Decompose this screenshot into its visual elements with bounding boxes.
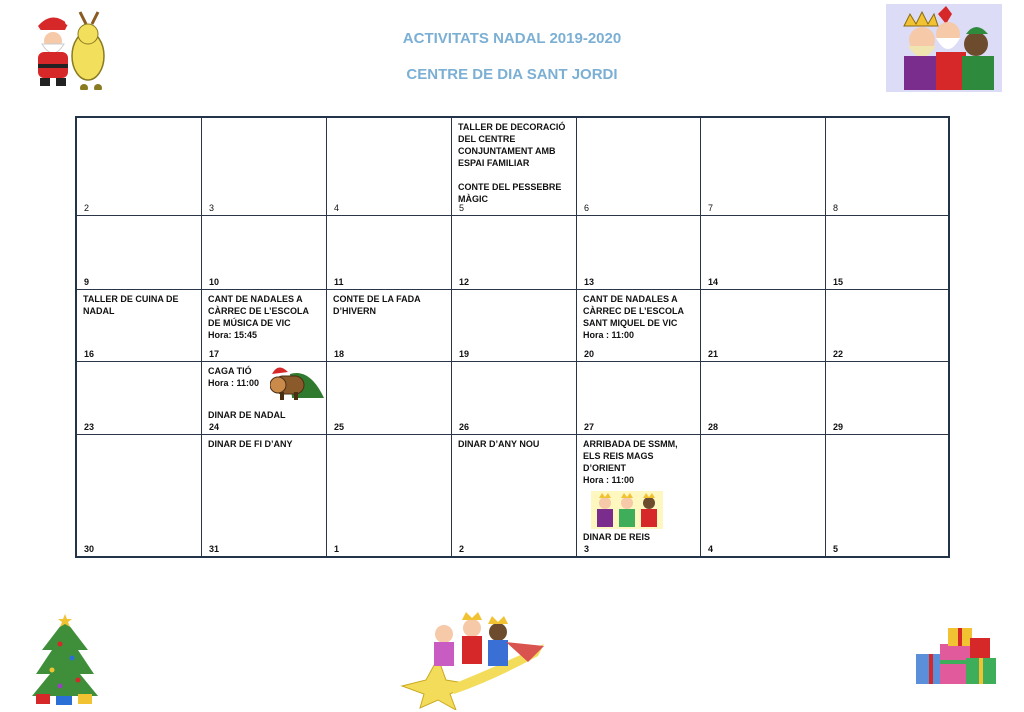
day-number: 31 bbox=[209, 544, 220, 554]
day-number: 11 bbox=[334, 277, 344, 287]
activities-calendar bbox=[75, 116, 950, 558]
activity-text bbox=[458, 438, 572, 450]
day-number: 14 bbox=[708, 277, 719, 287]
day-number: 18 bbox=[334, 349, 345, 359]
calendar-cell bbox=[327, 435, 452, 556]
day-number: 6 bbox=[584, 203, 590, 213]
day-number: 9 bbox=[84, 277, 90, 287]
calendar-cell bbox=[77, 216, 202, 290]
calendar-cell bbox=[77, 290, 202, 362]
activity-title: CAGA TIÓ bbox=[208, 366, 252, 376]
day-number: 30 bbox=[84, 544, 95, 554]
calendar-cell bbox=[701, 290, 826, 362]
calendar-cell bbox=[77, 362, 202, 435]
day-number: 22 bbox=[833, 349, 844, 359]
calendar-cell bbox=[202, 362, 327, 435]
day-number: 3 bbox=[584, 544, 590, 554]
day-number: 2 bbox=[459, 544, 465, 554]
day-number: 24 bbox=[209, 422, 220, 432]
day-number: 16 bbox=[84, 349, 95, 359]
three-kings-icon bbox=[886, 4, 1002, 92]
caga-tio-icon bbox=[270, 362, 326, 402]
day-number: 5 bbox=[459, 203, 465, 213]
calendar-cell bbox=[701, 216, 826, 290]
activity-text bbox=[458, 121, 572, 205]
activity-title: TALLER DE DECORACIÓ DEL CENTRE CONJUNTAMENT AMB ESPAI FAMILIAR CONTE DEL PESSEBRE MÀGIC bbox=[458, 122, 566, 204]
activity-title: CANT DE NADALES A CÀRREC DE L’ESCOLA DE MÚSICA DE VIC bbox=[208, 294, 309, 328]
kings-on-shooting-star-icon bbox=[398, 606, 548, 710]
calendar-cell bbox=[327, 290, 452, 362]
day-number: 2 bbox=[84, 203, 90, 213]
gift-boxes-icon bbox=[914, 624, 1000, 688]
calendar-cell bbox=[77, 435, 202, 556]
calendar-cell bbox=[701, 362, 826, 435]
meal-text: DINAR DE NADAL bbox=[208, 410, 286, 420]
calendar-cell bbox=[577, 435, 701, 556]
day-number: 4 bbox=[334, 203, 340, 213]
calendar-cell bbox=[826, 435, 948, 556]
day-number: 29 bbox=[833, 422, 844, 432]
calendar-cell bbox=[577, 362, 701, 435]
activity-text bbox=[208, 293, 322, 341]
calendar-cell bbox=[826, 290, 948, 362]
day-number: 12 bbox=[459, 277, 470, 287]
day-number: 21 bbox=[708, 349, 719, 359]
day-number: 20 bbox=[584, 349, 595, 359]
activity-title: DINAR DE FI D’ANY bbox=[208, 439, 293, 449]
activity-title: ARRIBADA DE SSMM, ELS REIS MAGS D’ORIENT bbox=[583, 439, 678, 473]
calendar-cell bbox=[327, 118, 452, 216]
day-number: 23 bbox=[84, 422, 95, 432]
christmas-tree-icon bbox=[30, 614, 100, 706]
page-subtitle: CENTRE DE DIA SANT JORDI bbox=[406, 66, 618, 83]
calendar-cell bbox=[577, 216, 701, 290]
calendar-cell bbox=[202, 216, 327, 290]
day-number: 7 bbox=[708, 203, 714, 213]
day-number: 5 bbox=[833, 544, 839, 554]
day-number: 27 bbox=[584, 422, 595, 432]
three-kings-small-icon bbox=[591, 491, 663, 529]
day-number: 3 bbox=[209, 203, 215, 213]
day-number: 25 bbox=[334, 422, 345, 432]
calendar-cell bbox=[202, 290, 327, 362]
day-number: 4 bbox=[708, 544, 714, 554]
activity-text bbox=[583, 293, 696, 341]
calendar-cell bbox=[452, 362, 577, 435]
calendar-cell bbox=[452, 435, 577, 556]
activity-title: CANT DE NADALES A CÀRREC DE L’ESCOLA SANT MIQUEL DE VIC bbox=[583, 294, 684, 328]
calendar-cell bbox=[202, 435, 327, 556]
day-number: 10 bbox=[209, 277, 220, 287]
calendar-cell bbox=[327, 216, 452, 290]
calendar-cell bbox=[327, 362, 452, 435]
activity-title: TALLER DE CUINA DE NADAL bbox=[83, 294, 179, 316]
activity-text bbox=[333, 293, 447, 317]
calendar-cell bbox=[826, 216, 948, 290]
day-number: 26 bbox=[459, 422, 470, 432]
santa-and-reindeer-icon bbox=[28, 8, 112, 90]
calendar-cell bbox=[77, 118, 202, 216]
day-number: 13 bbox=[584, 277, 595, 287]
calendar-cell bbox=[577, 290, 701, 362]
page-title: ACTIVITATS NADAL 2019-2020 bbox=[402, 30, 622, 47]
activity-text bbox=[208, 438, 322, 450]
day-number: 19 bbox=[459, 349, 470, 359]
activity-text bbox=[83, 293, 197, 317]
calendar-cell bbox=[577, 118, 701, 216]
calendar-cell bbox=[202, 118, 327, 216]
day-number: 1 bbox=[334, 544, 340, 554]
calendar-cell bbox=[452, 118, 577, 216]
activity-time: Hora : 11:00 bbox=[583, 475, 635, 485]
day-number: 8 bbox=[833, 203, 839, 213]
calendar-cell bbox=[826, 362, 948, 435]
activity-time: Hora: 15:45 bbox=[208, 330, 258, 340]
day-number: 15 bbox=[833, 277, 844, 287]
day-number: 17 bbox=[209, 349, 220, 359]
calendar-cell bbox=[701, 435, 826, 556]
meal-text: DINAR DE REIS bbox=[583, 532, 651, 542]
activity-time: Hora : 11:00 bbox=[208, 378, 260, 388]
calendar-cell bbox=[826, 118, 948, 216]
day-number: 28 bbox=[708, 422, 719, 432]
activity-title: DINAR D’ANY NOU bbox=[458, 439, 540, 449]
activity-time: Hora : 11:00 bbox=[583, 330, 635, 340]
activity-title: CONTE DE LA FADA D’HIVERN bbox=[333, 294, 421, 316]
calendar-cell bbox=[701, 118, 826, 216]
activity-text bbox=[583, 438, 696, 486]
calendar-cell bbox=[452, 290, 577, 362]
calendar-cell bbox=[452, 216, 577, 290]
